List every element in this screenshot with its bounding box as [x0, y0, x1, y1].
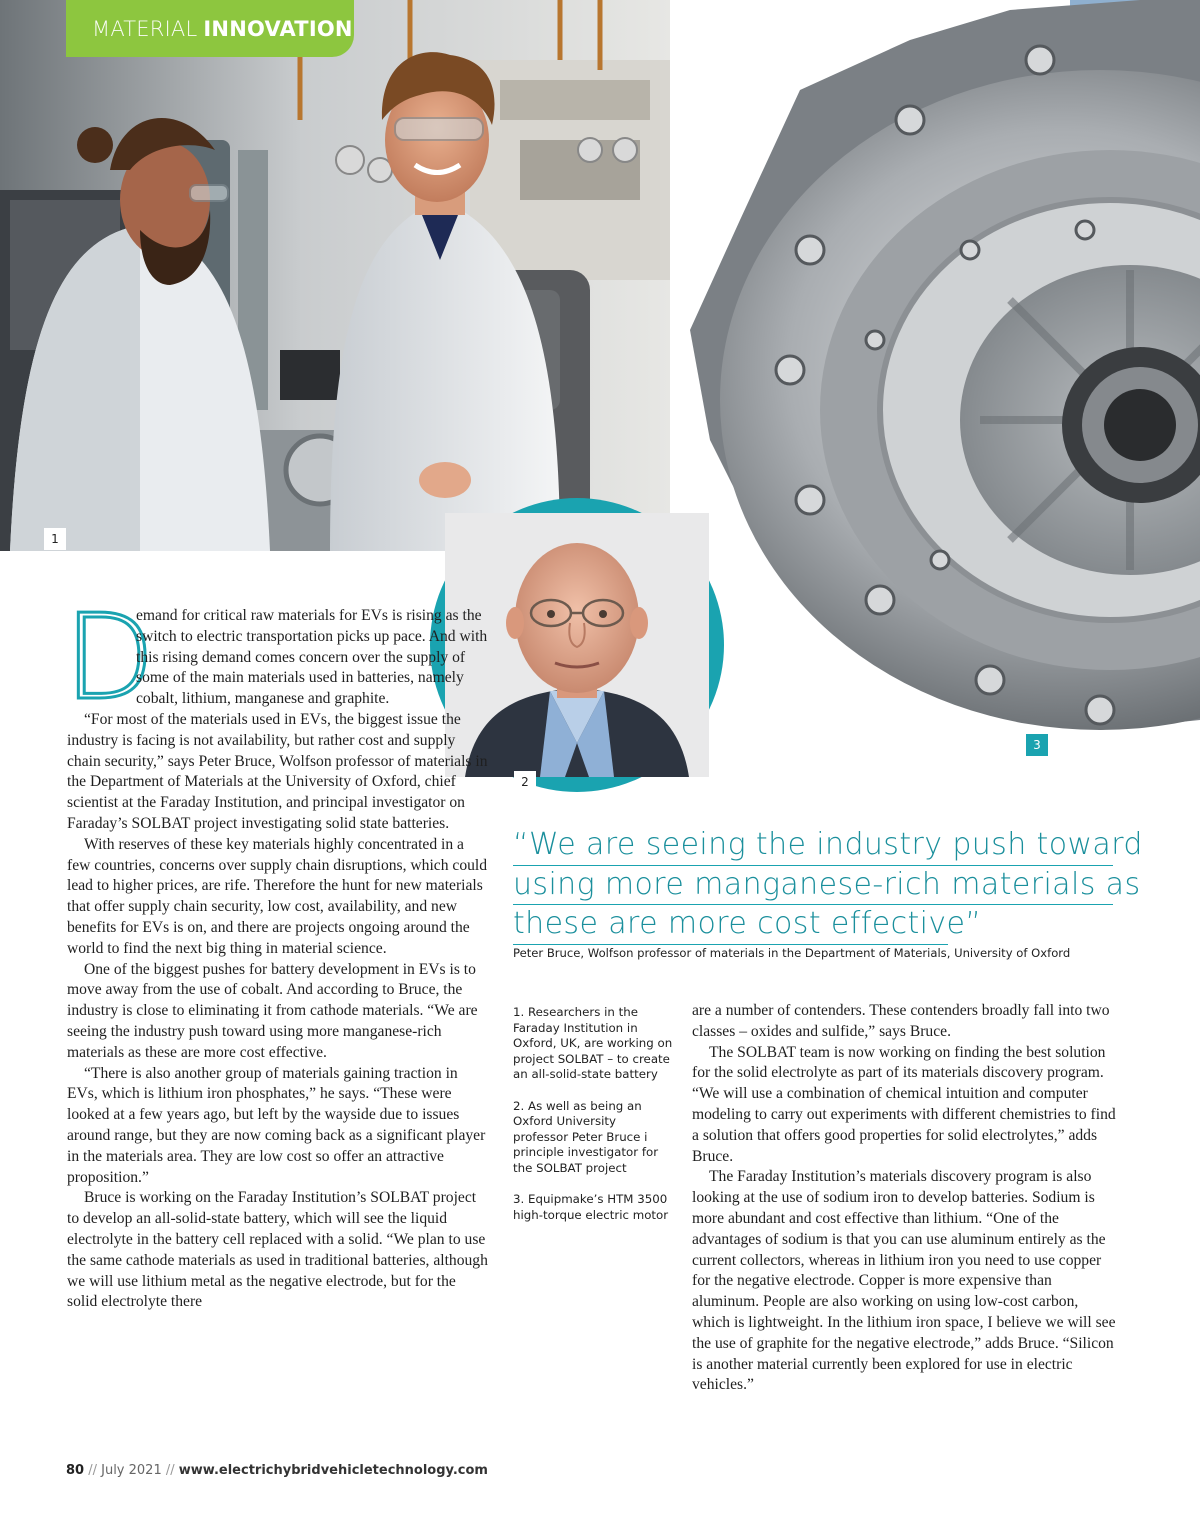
figure-captions	[513, 1005, 673, 1239]
paragraph: Bruce is working on the Faraday Institution’s SOLBAT project to develop an all-solid-state battery, which will see the liquid electrolyte in the battery cell replaced with a solid. “We plan to use the same cathode materials as used in traditional batteries, although we will use lithium metal as the negative electrode, but for the solid electrolyte there	[67, 1189, 488, 1311]
paragraph: “There is also another group of materials gaining traction in EVs, which is lithium iron phosphates,” he says. “These were looked at a few years ago, but left by the wayside due to issues around range, but they are now coming back as a significant player in the materials area. They are low cost so offer an attractive proposition.”	[67, 1064, 486, 1186]
paragraph: “For most of the materials used in EVs, the biggest issue the industry is facing is not availability, but rather cost and supply chain security,” says Peter Bruce, Wolfson professor of materials in the Department of Materials at the University of Oxford, chief scientist at the Faraday Institution, and principal investigator on Faraday’s SOLBAT project investigating solid state batteries.	[67, 710, 488, 832]
section-tag	[66, 0, 354, 57]
page-footer	[66, 1463, 488, 1478]
footer-separator: //	[84, 1463, 102, 1478]
section-tag-light: MATERIAL	[92, 16, 198, 41]
paragraph: The Faraday Institution’s materials discovery program is also looking at the use of sodium iron to develop batteries. Sodium is more abundant and cost effective than lithium. “One of the advantages of sodium is that you can use aluminum entirely as the current collectors, whereas in lithium iron you need to use copper for the negative electrode. Copper is more expensive than aluminum. People are also working on using low-cost carbon, which is lightweight. In the lithium iron space, I believe we will see the use of graphite for the negative electrode,” adds Bruce. “Silicon is another material currently been explored for use in electric vehicles.”	[692, 1168, 1116, 1394]
section-tag-bold: INNOVATION	[203, 16, 353, 41]
issue-date: July 2021	[101, 1463, 162, 1478]
pull-quote-line: using more manganese-rich materials as	[513, 866, 1113, 906]
paragraph: With reserves of these key materials highly concentrated in a few countries, concerns over supply chain disruptions, which could lead to higher prices, are rife. Therefore the hunt for new materials that offer supply chain security, low cost, availability, and new benefits for EVs is on, and there are projects ongoing around the world to find the next big thing in material science.	[67, 835, 488, 957]
caption-1: 1. Researchers in the Faraday Institution in Oxford, UK, are working on project SOLBAT – to create an all-solid-state battery	[513, 1005, 673, 1082]
page-number: 80	[66, 1463, 85, 1478]
paragraph: emand for critical raw materials for EVs is rising as the switch to electric transportation picks up pace. And with this rising demand comes concern over the supply of some of the main materials used in batteries, namely cobalt, lithium, manganese and graphite.	[136, 607, 488, 708]
lab-photo	[0, 0, 670, 551]
lab-photo-illustration	[0, 0, 670, 551]
article-left-column	[64, 588, 490, 1313]
footer-separator: //	[161, 1463, 179, 1478]
pull-quote-credit: Peter Bruce, Wolfson professor of materials in the Department of Materials, University of Oxford	[513, 946, 1071, 960]
paragraph: The SOLBAT team is now working on finding the best solution for the solid electrolyte as part of its materials discovery program. “We will use a combination of chemical intuition and computer modeling to carry out experiments with different chemistries to find a solution that offers good properties for solid electrolytes,” adds Bruce.	[692, 1043, 1116, 1165]
figure-1-badge: 1	[44, 528, 66, 550]
pull-quote-line: “We are seeing the industry push toward	[513, 826, 1113, 866]
pull-quote-line: these are more cost effective”	[513, 905, 948, 945]
caption-3: 3. Equipmake’s HTM 3500 high-torque electric motor	[513, 1192, 669, 1222]
motor-photo-illustration	[680, 0, 1200, 740]
figure-3-badge: 3	[1026, 734, 1048, 756]
website-link[interactable]: www.electrichybridvehicletechnology.com	[178, 1463, 488, 1478]
drop-cap-letter: D	[64, 588, 155, 726]
drop-cap	[64, 588, 155, 726]
caption-2: 2. As well as being an Oxford University professor Peter Bruce i principle investigator for the SOLBAT project	[513, 1098, 659, 1175]
paragraph: are a number of contenders. These contenders broadly fall into two classes – oxides and sulfide,” says Bruce.	[692, 1002, 1110, 1040]
article-right-column	[692, 1001, 1116, 1396]
motor-photo	[680, 0, 1200, 740]
pull-quote	[513, 826, 1143, 945]
paragraph: One of the biggest pushes for battery development in EVs is to move away from the use of cobalt. And according to Bruce, the industry is close to eliminating it from cathode materials. “We are seeing the industry push toward using more manganese-rich materials as these are more cost effective.	[67, 960, 478, 1061]
figure-2-badge: 2	[514, 771, 536, 793]
